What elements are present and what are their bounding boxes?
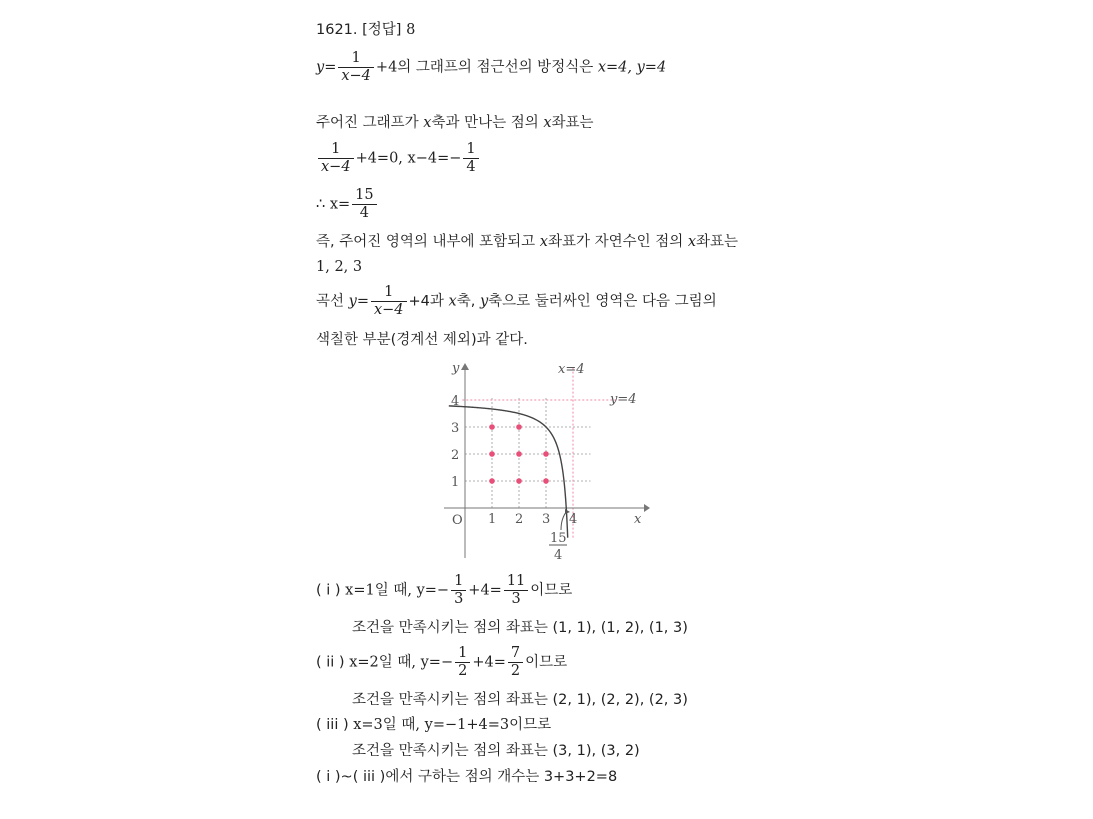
- y-tick-label: 3: [451, 421, 460, 436]
- denominator: 4: [466, 159, 476, 175]
- denominator: 3: [454, 591, 464, 607]
- text: 좌표가 자연수인 점의: [547, 234, 684, 250]
- answer-value: 8: [406, 22, 416, 38]
- y-tick-label: 1: [451, 475, 460, 490]
- therefore-line: [316, 187, 379, 222]
- asymptote-line: [316, 50, 666, 85]
- case-text: x=3일 때, y=−1+4=3: [353, 717, 510, 733]
- case-text: +4=: [468, 582, 502, 599]
- y-tick-label: 2: [451, 448, 460, 463]
- curve-line: [316, 284, 717, 319]
- fraction: [338, 50, 374, 85]
- case-text: x=2일 때, y=−: [349, 654, 454, 671]
- lattice-point: [543, 478, 549, 484]
- var-x: x: [423, 115, 432, 131]
- fraction: [318, 141, 354, 176]
- asymptote-x: x=4,: [597, 59, 632, 76]
- numerator: 11: [504, 573, 528, 591]
- case-text: x=1일 때, y=−: [345, 582, 450, 599]
- lattice-point: [516, 424, 522, 430]
- numerator: 1: [451, 573, 466, 591]
- eq-sign: =: [324, 59, 337, 76]
- grid-lines: [465, 397, 591, 508]
- numerator: 1: [371, 284, 407, 302]
- x-tick-label: 4: [569, 512, 578, 527]
- case-text: 이므로: [509, 717, 552, 733]
- fraction: [371, 284, 407, 319]
- lattice-point: [489, 424, 495, 430]
- conclusion: ( i )~( iii )에서 구하는 점의 개수는 3+3+2=8: [316, 769, 618, 785]
- y-axis-arrow: [461, 363, 469, 370]
- xint-intro: [316, 113, 594, 133]
- problem-number: 1621.: [316, 22, 358, 38]
- asymptote-y: y=4: [636, 59, 667, 76]
- lattice-point: [516, 451, 522, 457]
- xint-equation: [316, 141, 481, 176]
- case-1: [316, 573, 572, 608]
- case-label: ( iii ): [316, 717, 349, 733]
- text: 축과 만나는 점의: [431, 115, 539, 131]
- plus-term: +4: [375, 59, 398, 76]
- fraction: [504, 573, 528, 608]
- therefore-prefix: ∴ x=: [316, 196, 351, 213]
- text: 주어진 그래프가: [316, 115, 419, 131]
- case-2: [316, 645, 567, 680]
- var-x: x: [539, 234, 548, 250]
- var-y: y=: [348, 293, 369, 310]
- lattice-point: [543, 451, 549, 457]
- fraction: [451, 573, 466, 608]
- x-axis-label: x: [634, 512, 642, 527]
- asymptote-text: 의 그래프의 점근선의 방정식은: [397, 59, 594, 76]
- denominator: 2: [458, 663, 468, 679]
- case-text: 이므로: [530, 582, 573, 599]
- y-axis-label: y: [452, 361, 460, 376]
- asym-y-label: y=4: [610, 392, 637, 407]
- equation-mid: +4=0, x−4=−: [355, 150, 462, 167]
- fraction: [352, 187, 376, 222]
- x-axis-arrow: [644, 504, 650, 512]
- numerator: 7: [508, 645, 523, 663]
- denominator: 3: [511, 591, 521, 607]
- denominator: 4: [359, 205, 370, 221]
- y-tick-label: 4: [451, 394, 460, 409]
- numerator: 1: [455, 645, 470, 663]
- x-tick-label: 2: [515, 512, 524, 527]
- numerator: 1: [463, 141, 478, 159]
- region-intro: [316, 232, 738, 252]
- text: 축,: [456, 293, 476, 310]
- root-denominator: 4: [554, 548, 563, 563]
- lattice-point: [516, 478, 522, 484]
- var-y: y: [316, 59, 325, 76]
- text: +4과: [408, 293, 444, 310]
- text: 좌표는: [696, 234, 739, 250]
- case-2-result: 조건을 만족시키는 점의 좌표는 (2, 1), (2, 2), (2, 3): [352, 692, 688, 708]
- lattice-point: [489, 451, 495, 457]
- x-tick-label: 1: [488, 512, 497, 527]
- case-label: ( i ): [316, 582, 341, 599]
- answer-label: [정답]: [362, 22, 402, 38]
- case-3-result: 조건을 만족시키는 점의 좌표는 (3, 1), (3, 2): [352, 743, 640, 759]
- region-graph: [436, 358, 656, 563]
- shade-line: 색칠한 부분(경계선 제외)과 같다.: [316, 332, 528, 348]
- numerator: 15: [352, 187, 376, 205]
- origin-label: O: [452, 513, 463, 528]
- text: 즉, 주어진 영역의 내부에 포함되고: [316, 234, 536, 250]
- var-x: x: [687, 234, 697, 250]
- case-1-result: 조건을 만족시키는 점의 좌표는 (1, 1), (1, 2), (1, 3): [352, 620, 688, 636]
- text: 축으로 둘러싸인 영역은 다음 그림의: [488, 293, 717, 310]
- var-x: x: [543, 115, 552, 131]
- naturals-line: 1, 2, 3: [316, 259, 363, 275]
- x-tick-label: 3: [542, 512, 551, 527]
- denominator: 2: [510, 663, 521, 679]
- denominator: x−4: [321, 159, 351, 175]
- text: 좌표는: [551, 115, 594, 131]
- case-text: +4=: [472, 654, 506, 671]
- fraction: [463, 141, 478, 176]
- var-x: x: [448, 293, 457, 310]
- graph-labels: [451, 361, 642, 563]
- asym-x-label: x=4: [558, 362, 585, 377]
- text: 곡선: [316, 293, 345, 310]
- denominator: x−4: [341, 68, 371, 84]
- case-3: [316, 715, 551, 735]
- denominator: x−4: [373, 302, 404, 318]
- problem-header: [316, 20, 415, 40]
- fraction: [508, 645, 523, 680]
- var-y: y: [479, 293, 489, 310]
- case-text: 이므로: [525, 654, 568, 671]
- fraction: [455, 645, 470, 680]
- case-label: ( ii ): [316, 654, 345, 671]
- numerator: 1: [338, 50, 374, 68]
- lattice-point: [489, 478, 495, 484]
- numerator: 1: [318, 141, 354, 159]
- root-numerator: 15: [550, 531, 567, 546]
